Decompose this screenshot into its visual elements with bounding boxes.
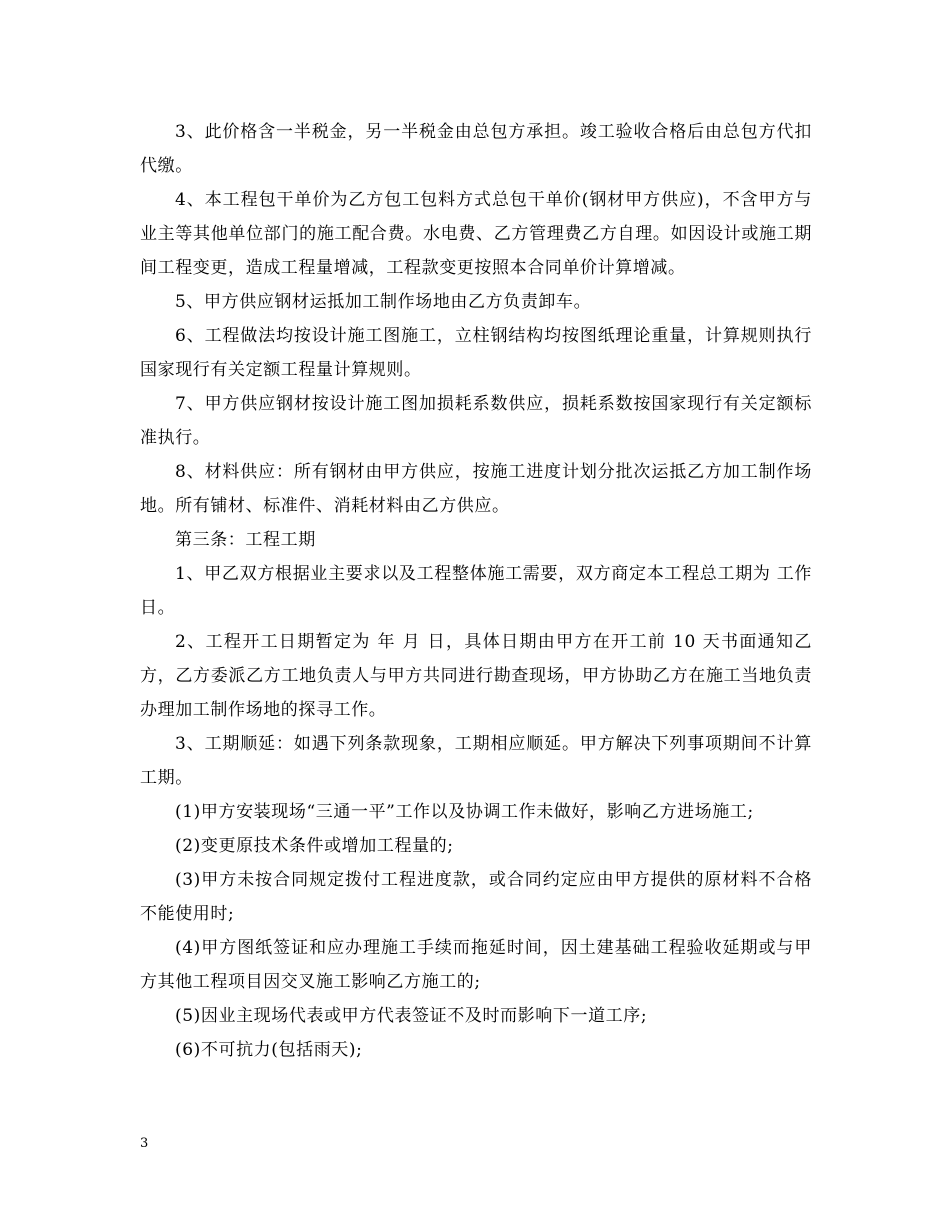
paragraph-price-tax: 3、此价格含一半税金，另一半税金由总包方承担。竣工验收合格后由总包方代扣代缴。 bbox=[140, 122, 812, 176]
paragraph-loss-coefficient: 7、甲方供应钢材按设计施工图加损耗系数供应，损耗系数按国家现行有关定额标准执行。 bbox=[140, 394, 812, 448]
paragraph-total-duration: 1、甲乙双方根据业主要求以及工程整体施工需要，双方商定本工程总工期为 工作日。 bbox=[140, 564, 812, 618]
list-item: (1)甲方安装现场“三通一平”工作以及协调工作未做好，影响乙方进场施工; bbox=[175, 802, 754, 822]
paragraph-construction-method: 6、工程做法均按设计施工图施工，立柱钢结构均按图纸理论重量，计算规则执行国家现行有关定额工程量计算规则。 bbox=[140, 326, 812, 380]
list-item: (6)不可抗力(包括雨天); bbox=[175, 1040, 363, 1060]
list-item: (4)甲方图纸签证和应办理施工手续而拖延时间，因土建基础工程验收延期或与甲方其他工程项目因交叉施工影响乙方施工的; bbox=[140, 938, 812, 992]
paragraph-steel-unloading: 5、甲方供应钢材运抵加工制作场地由乙方负责卸车。 bbox=[175, 292, 592, 312]
section-heading-schedule: 第三条：工程工期 bbox=[175, 530, 316, 550]
paragraph-unit-price: 4、本工程包干单价为乙方包工包料方式总包干单价(钢材甲方供应)，不含甲方与业主等其他单位部门的施工配合费。水电费、乙方管理费乙方自理。如因设计或施工期间工程变更，造成工程量增减，工程款变更按照本合同单价计算增减。 bbox=[140, 190, 812, 278]
list-item: (2)变更原技术条件或增加工程量的; bbox=[175, 836, 454, 856]
page-number: 3 bbox=[140, 1136, 149, 1151]
paragraph-schedule-extension: 3、工期顺延：如遇下列条款现象，工期相应顺延。甲方解决下列事项期间不计算工期。 bbox=[140, 734, 812, 788]
paragraph-start-date: 2、工程开工日期暂定为 年 月 日，具体日期由甲方在开工前 10 天书面通知乙方，乙方委派乙方工地负责人与甲方共同进行勘查现场，甲方协助乙方在施工当地负责办理加工制作场地的探寻工作。 bbox=[140, 632, 812, 720]
paragraph-material-supply: 8、材料供应：所有钢材由甲方供应，按施工进度计划分批次运抵乙方加工制作场地。所有铺材、标准件、消耗材料由乙方供应。 bbox=[140, 462, 812, 516]
list-item: (3)甲方未按合同规定拨付工程进度款，或合同约定应由甲方提供的原材料不合格不能使用时; bbox=[140, 870, 812, 924]
list-item: (5)因业主现场代表或甲方代表签证不及时而影响下一道工序; bbox=[175, 1006, 648, 1026]
document-body bbox=[140, 115, 812, 1067]
